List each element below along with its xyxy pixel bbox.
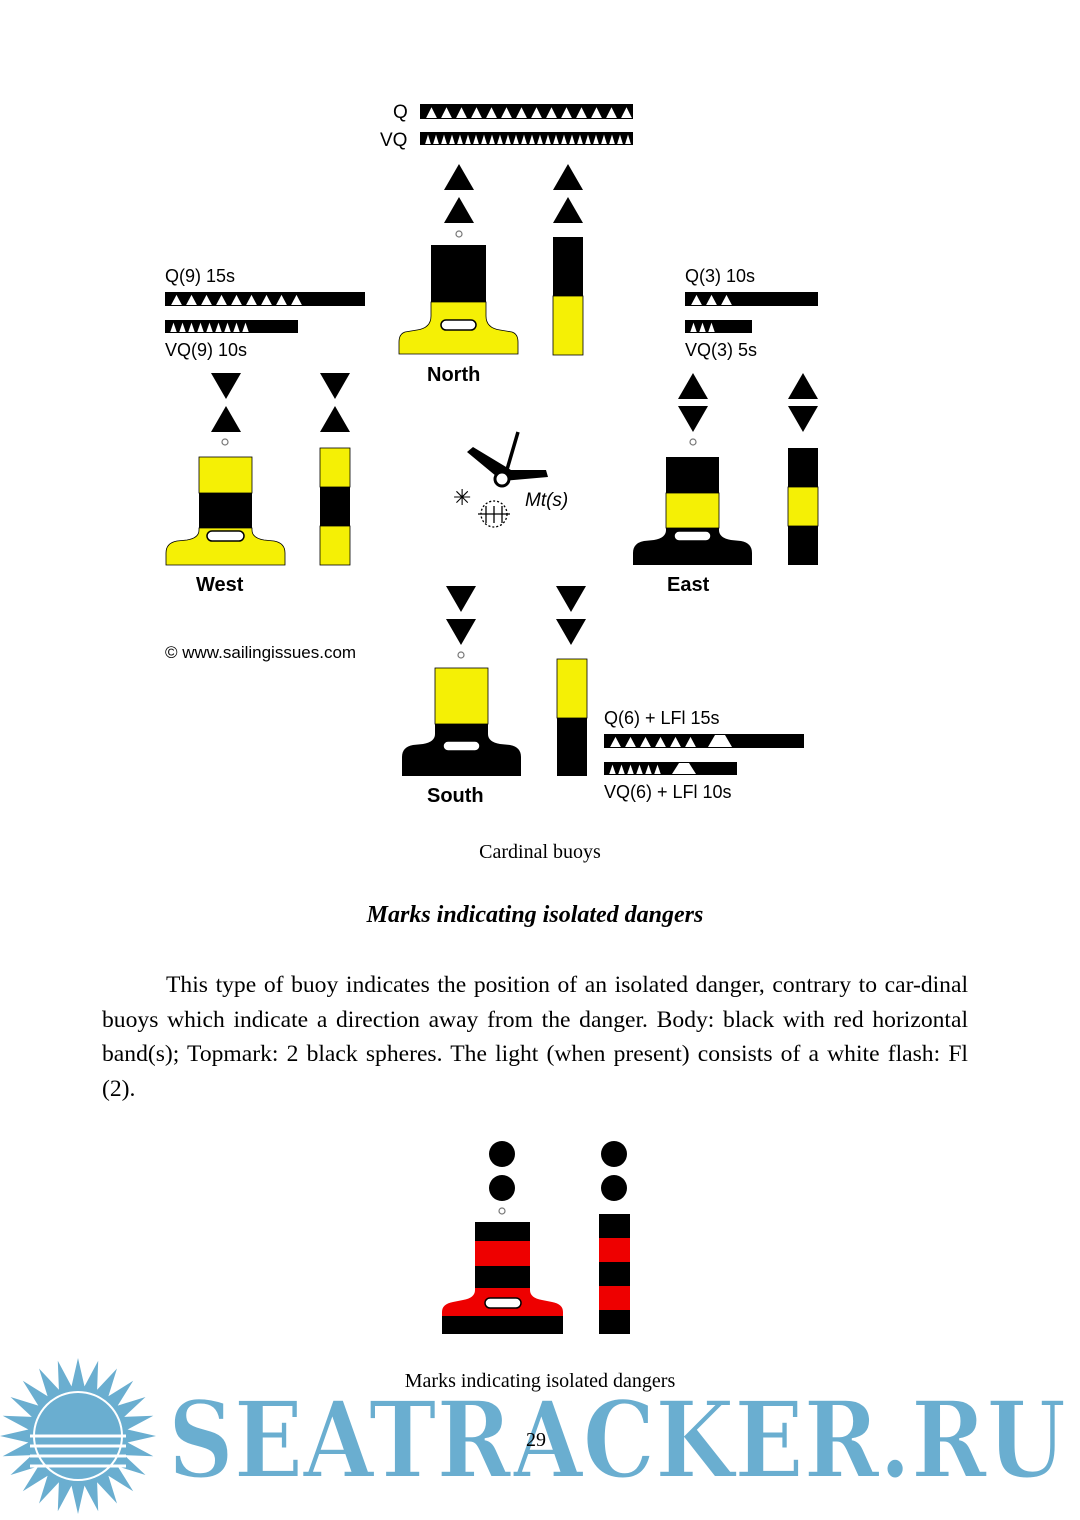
south-spar	[557, 659, 587, 776]
south-topmark	[446, 586, 476, 645]
isolated-danger-spar	[599, 1214, 630, 1334]
danger-symbol	[453, 432, 548, 527]
east-spar-topmark	[788, 373, 818, 432]
svg-text:✳: ✳	[453, 485, 472, 510]
west-vq-label: VQ(9) 10s	[165, 340, 248, 360]
body-paragraph: This type of buoy indicates the position of an isolated danger, contrary to car-dinal buoys which indicate a direction away from the danger. Body: black with red horizontal band(s); Topmark: 2 black spheres. The light (when present) consists of a white flash: Fl (2).	[102, 972, 968, 1102]
south-vq-label: VQ(6) + LFl 10s	[604, 782, 732, 802]
west-buoy	[166, 457, 285, 565]
north-q-light-bar	[420, 104, 633, 119]
label-vq: VQ	[380, 130, 408, 151]
south-q-label: Q(6) + LFl 15s	[604, 708, 720, 728]
north-spar-topmark	[553, 164, 583, 223]
figure-caption-cardinal: Cardinal buoys	[479, 841, 601, 863]
east-vq-label: VQ(3) 5s	[685, 340, 758, 360]
section-heading: Marks indicating isolated dangers	[366, 902, 704, 928]
south-label: South	[427, 785, 484, 807]
north-vq-light-bar	[420, 132, 633, 145]
north-label: North	[427, 364, 481, 386]
south-spar-topmark	[556, 586, 586, 645]
isolated-danger-spar-topmark	[601, 1141, 627, 1201]
west-spar	[320, 448, 350, 565]
south-buoy	[402, 668, 521, 776]
east-vq-light-bar	[685, 320, 752, 333]
east-topmark	[678, 373, 708, 432]
page-number: 29	[526, 1429, 546, 1451]
west-label: West	[196, 574, 244, 596]
label-q: Q	[393, 102, 408, 123]
west-topmark	[211, 373, 241, 432]
west-q-light-bar	[165, 292, 365, 306]
north-spar	[553, 237, 583, 355]
west-spar-topmark	[320, 373, 350, 432]
north-buoy	[399, 245, 518, 354]
mts-label: Mt(s)	[525, 490, 569, 511]
north-topmark	[444, 164, 474, 223]
east-label: East	[667, 574, 710, 596]
figure-caption-isolated: Marks indicating isolated dangers	[404, 1370, 676, 1392]
south-vq-light-bar	[604, 762, 737, 775]
east-spar	[788, 448, 818, 565]
watermark-text: SEATRACKER.RU	[168, 1377, 1066, 1502]
south-q-light-bar	[604, 734, 804, 748]
west-vq-light-bar	[165, 320, 298, 333]
copyright-label: © www.sailingissues.com	[165, 643, 357, 662]
isolated-danger-buoy	[442, 1222, 563, 1334]
west-q-label: Q(9) 15s	[165, 266, 236, 286]
east-q-light-bar	[685, 292, 818, 306]
east-buoy	[633, 457, 752, 565]
isolated-danger-topmark	[489, 1141, 515, 1201]
east-q-label: Q(3) 10s	[685, 266, 756, 286]
